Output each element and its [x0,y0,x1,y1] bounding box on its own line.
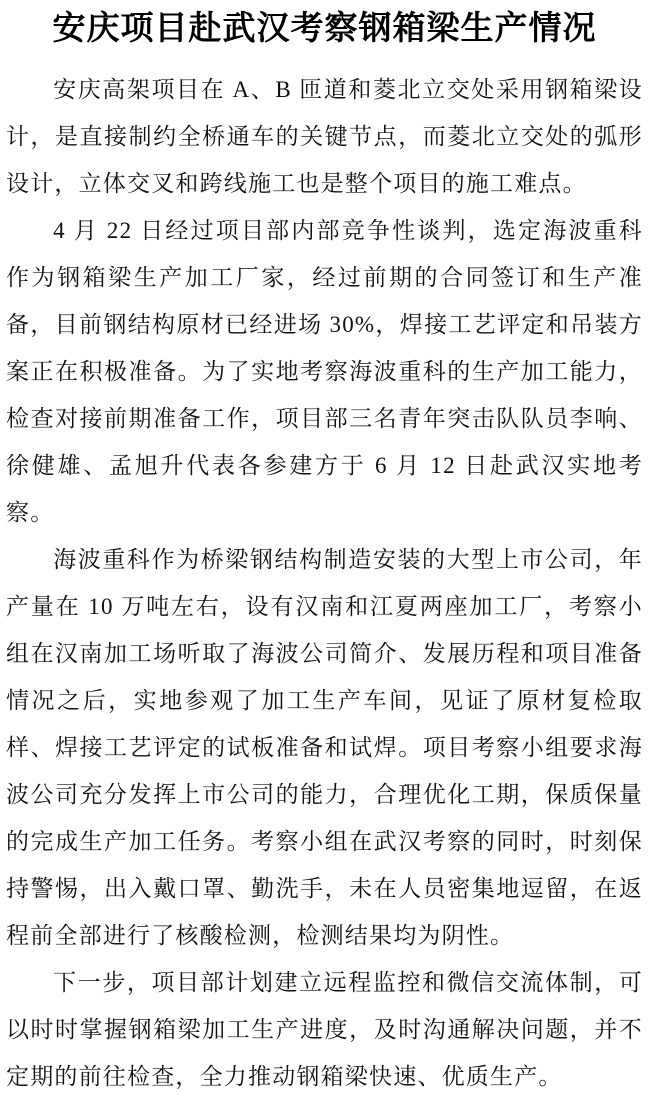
paragraph-next-steps: 下一步，项目部计划建立远程监控和微信交流体制，可以时时掌握钢箱梁加工生产进度，及时沟通解决问题，并不定期的前往检查，全力推动钢箱梁快速、优质生产。 [6,970,643,1089]
document-body [6,66,643,1100]
paragraph-selection-and-trip: 4 月 22 日经过项目部内部竞争性谈判，选定海波重科作为钢箱梁生产加工厂家，经过前期的合同签订和生产准备，目前钢结构原材已经进场 30%，焊接工艺评定和吊装方案正在积极准备。为了实地考察海波重科的生产加工能力，检查对接前期准备工作，项目部三名青年突击队队员李响、徐健雄、孟旭升代表各参建方于 6 月 12 日赴武汉实地考察。 [6,218,643,525]
paragraph-inspection-details: 海波重科作为桥梁钢结构制造安装的大型上市公司，年产量在 10 万吨左右，设有汉南和江夏两座加工厂，考察小组在汉南加工场听取了海波公司简介、发展历程和项目准备情况之后，实地参观了加工生产车间，见证了原材复检取样、焊接工艺评定的试板准备和试焊。项目考察小组要求海波公司充分发挥上市公司的能力，合理优化工期，保质保量的完成生产加工任务。考察小组在武汉考察的同时，时刻保持警惕，出入戴口罩、勤洗手，未在人员密集地逗留，在返程前全部进行了核酸检测，检测结果均为阴性。 [6,547,643,948]
document-title: 安庆项目赴武汉考察钢箱梁生产情况 [52,11,597,47]
paragraph-intro: 安庆高架项目在 A、B 匝道和菱北立交处采用钢箱梁设计，是直接制约全桥通车的关键节点，而菱北立交处的弧形设计，立体交叉和跨线施工也是整个项目的施工难点。 [6,77,643,196]
